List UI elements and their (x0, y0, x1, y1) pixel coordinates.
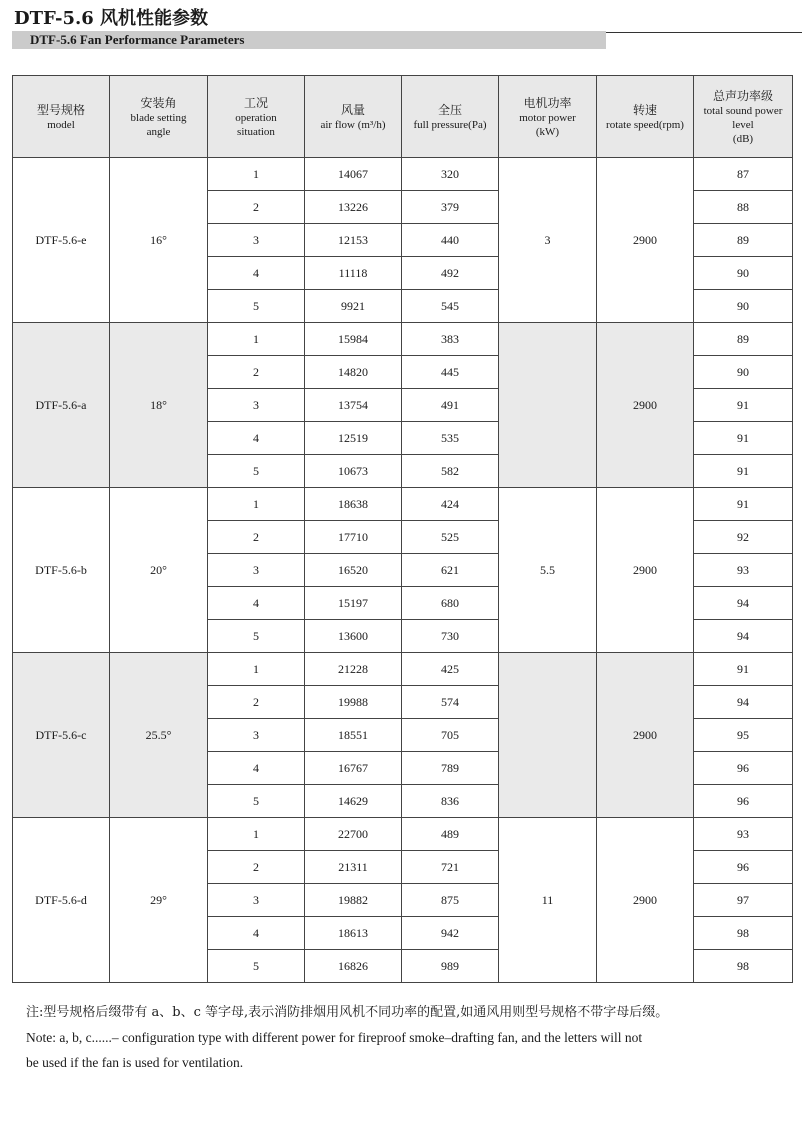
speed-cell: 2900 (597, 818, 694, 983)
sound-level-cell: 94 (694, 620, 793, 653)
header-label-en: level (732, 118, 754, 131)
airflow-cell: 14629 (305, 785, 402, 818)
pressure-cell: 989 (402, 950, 499, 983)
operation-cell: 2 (208, 521, 305, 554)
operation-cell: 3 (208, 389, 305, 422)
sound-level-cell: 90 (694, 356, 793, 389)
angle-cell: 20° (110, 488, 208, 653)
pressure-cell: 875 (402, 884, 499, 917)
airflow-cell: 16826 (305, 950, 402, 983)
speed-cell: 2900 (597, 653, 694, 818)
airflow-cell: 21228 (305, 653, 402, 686)
header-label-zh: 全压 (437, 102, 462, 117)
header-cell (402, 76, 499, 158)
header-label-en: (dB) (732, 132, 754, 145)
operation-cell: 4 (208, 257, 305, 290)
speed-cell: 2900 (597, 323, 694, 488)
pressure-cell: 730 (402, 620, 499, 653)
pressure-cell: 489 (402, 818, 499, 851)
operation-cell: 2 (208, 851, 305, 884)
operation-cell: 2 (208, 686, 305, 719)
operation-cell: 4 (208, 587, 305, 620)
airflow-cell: 15984 (305, 323, 402, 356)
pressure-cell: 574 (402, 686, 499, 719)
header-label-zh: 工况 (243, 95, 268, 110)
sound-level-cell: 88 (694, 191, 793, 224)
header-label-en: rotate speed(rpm) (606, 118, 684, 131)
operation-cell: 5 (208, 620, 305, 653)
pressure-cell: 320 (402, 158, 499, 191)
header-cell (208, 76, 305, 158)
header-cell (499, 76, 597, 158)
model-cell: DTF-5.6-a (13, 323, 110, 488)
pressure-cell: 621 (402, 554, 499, 587)
table-row (13, 158, 793, 191)
sound-level-cell: 89 (694, 323, 793, 356)
pressure-cell: 383 (402, 323, 499, 356)
speed-cell: 2900 (597, 488, 694, 653)
sound-level-cell: 92 (694, 521, 793, 554)
model-cell: DTF-5.6-b (13, 488, 110, 653)
operation-cell: 1 (208, 158, 305, 191)
sound-level-cell: 91 (694, 653, 793, 686)
angle-cell: 25.5° (110, 653, 208, 818)
footnote-en-line1: Note: a, b, c......– configuration type with different power for fireproof smoke–drafting fan, and the letters will not (26, 1030, 643, 1045)
model-group (13, 323, 793, 488)
sound-level-cell: 98 (694, 917, 793, 950)
pressure-cell: 680 (402, 587, 499, 620)
pressure-cell: 492 (402, 257, 499, 290)
sound-level-cell: 96 (694, 785, 793, 818)
page-title: DTF-5.6 风机性能参数 (14, 8, 209, 29)
header-label-zh: 型号规格 (36, 102, 85, 117)
speed-cell: 2900 (597, 158, 694, 323)
airflow-cell: 21311 (305, 851, 402, 884)
pressure-cell: 582 (402, 455, 499, 488)
page-subtitle: DTF-5.6 Fan Performance Parameters (30, 32, 245, 47)
table-row (13, 488, 793, 521)
pressure-cell: 942 (402, 917, 499, 950)
airflow-cell: 18613 (305, 917, 402, 950)
header-label-zh: 电机功率 (523, 95, 572, 110)
header-label-en: motor power (519, 111, 576, 124)
header-label-en: model (47, 118, 75, 131)
header-label-en: operation (235, 111, 277, 124)
sound-level-cell: 94 (694, 686, 793, 719)
table-row (13, 653, 793, 686)
title-rule (606, 32, 802, 33)
sound-level-cell: 90 (694, 290, 793, 323)
sound-level-cell: 96 (694, 752, 793, 785)
header-label-en: angle (146, 125, 171, 138)
airflow-cell: 14820 (305, 356, 402, 389)
header-label-en: full pressure(Pa) (413, 118, 487, 131)
motor-power-cell (499, 323, 597, 488)
model-cell: DTF-5.6-c (13, 653, 110, 818)
airflow-cell: 16520 (305, 554, 402, 587)
sound-level-cell: 93 (694, 818, 793, 851)
angle-cell: 18° (110, 323, 208, 488)
airflow-cell: 22700 (305, 818, 402, 851)
sound-level-cell: 93 (694, 554, 793, 587)
operation-cell: 2 (208, 191, 305, 224)
operation-cell: 1 (208, 488, 305, 521)
airflow-cell: 19988 (305, 686, 402, 719)
sound-level-cell: 91 (694, 488, 793, 521)
sound-level-cell: 97 (694, 884, 793, 917)
header-label-zh: 转速 (632, 102, 657, 117)
airflow-cell: 17710 (305, 521, 402, 554)
airflow-cell: 14067 (305, 158, 402, 191)
subtitle-bar (12, 31, 606, 49)
sound-level-cell: 87 (694, 158, 793, 191)
airflow-cell: 16767 (305, 752, 402, 785)
operation-cell: 2 (208, 356, 305, 389)
operation-cell: 3 (208, 224, 305, 257)
sound-level-cell: 96 (694, 851, 793, 884)
header-cell (694, 76, 793, 158)
operation-cell: 4 (208, 752, 305, 785)
airflow-cell: 12519 (305, 422, 402, 455)
airflow-cell: 18638 (305, 488, 402, 521)
operation-cell: 5 (208, 290, 305, 323)
pressure-cell: 425 (402, 653, 499, 686)
header-label-zh: 总声功率级 (712, 88, 773, 103)
footnote (26, 1000, 796, 1075)
header-row (13, 76, 793, 158)
operation-cell: 1 (208, 653, 305, 686)
pressure-cell: 525 (402, 521, 499, 554)
airflow-cell: 18551 (305, 719, 402, 752)
pressure-cell: 705 (402, 719, 499, 752)
motor-power-cell: 5.5 (499, 488, 597, 653)
airflow-cell: 19882 (305, 884, 402, 917)
footnote-en-line2: be used if the fan is used for ventilation. (26, 1055, 244, 1070)
sound-level-cell: 95 (694, 719, 793, 752)
operation-cell: 3 (208, 719, 305, 752)
header-label-en: blade setting (130, 111, 187, 124)
pressure-cell: 545 (402, 290, 499, 323)
pressure-cell: 836 (402, 785, 499, 818)
footnote-zh: 注:型号规格后缀带有 a、b、c 等字母,表示消防排烟用风机不同功率的配置,如通风用则型号规格不带字母后缀。 (26, 1005, 669, 1020)
pressure-cell: 379 (402, 191, 499, 224)
header-label-zh: 风量 (340, 102, 365, 117)
model-cell: DTF-5.6-e (13, 158, 110, 323)
pressure-cell: 424 (402, 488, 499, 521)
header-label-en: (kW) (535, 125, 560, 138)
header-label-en: total sound power (703, 104, 783, 117)
model-group (13, 158, 793, 323)
motor-power-cell (499, 653, 597, 818)
header-cell (13, 76, 110, 158)
pressure-cell: 445 (402, 356, 499, 389)
sound-level-cell: 91 (694, 455, 793, 488)
motor-power-cell: 3 (499, 158, 597, 323)
model-cell: DTF-5.6-d (13, 818, 110, 983)
pressure-cell: 440 (402, 224, 499, 257)
pressure-cell: 491 (402, 389, 499, 422)
sound-level-cell: 91 (694, 389, 793, 422)
sound-level-cell: 91 (694, 422, 793, 455)
table-row (13, 323, 793, 356)
airflow-cell: 9921 (305, 290, 402, 323)
airflow-cell: 15197 (305, 587, 402, 620)
motor-power-cell: 11 (499, 818, 597, 983)
angle-cell: 16° (110, 158, 208, 323)
airflow-cell: 11118 (305, 257, 402, 290)
operation-cell: 1 (208, 818, 305, 851)
header-label-en: air flow (m³/h) (320, 118, 386, 131)
operation-cell: 5 (208, 950, 305, 983)
airflow-cell: 12153 (305, 224, 402, 257)
operation-cell: 5 (208, 455, 305, 488)
operation-cell: 5 (208, 785, 305, 818)
pressure-cell: 789 (402, 752, 499, 785)
operation-cell: 3 (208, 884, 305, 917)
header-cell (110, 76, 208, 158)
airflow-cell: 13226 (305, 191, 402, 224)
table-row (13, 818, 793, 851)
table-header (13, 76, 793, 158)
performance-table (12, 75, 793, 983)
sound-level-cell: 90 (694, 257, 793, 290)
header-cell (597, 76, 694, 158)
model-group (13, 818, 793, 983)
operation-cell: 3 (208, 554, 305, 587)
pressure-cell: 721 (402, 851, 499, 884)
header-label-en: situation (237, 125, 275, 138)
header-cell (305, 76, 402, 158)
model-group (13, 488, 793, 653)
airflow-cell: 13600 (305, 620, 402, 653)
sound-level-cell: 98 (694, 950, 793, 983)
operation-cell: 4 (208, 422, 305, 455)
airflow-cell: 10673 (305, 455, 402, 488)
angle-cell: 29° (110, 818, 208, 983)
sound-level-cell: 94 (694, 587, 793, 620)
operation-cell: 1 (208, 323, 305, 356)
pressure-cell: 535 (402, 422, 499, 455)
header-label-zh: 安装角 (140, 95, 177, 110)
operation-cell: 4 (208, 917, 305, 950)
model-group (13, 653, 793, 818)
sound-level-cell: 89 (694, 224, 793, 257)
airflow-cell: 13754 (305, 389, 402, 422)
